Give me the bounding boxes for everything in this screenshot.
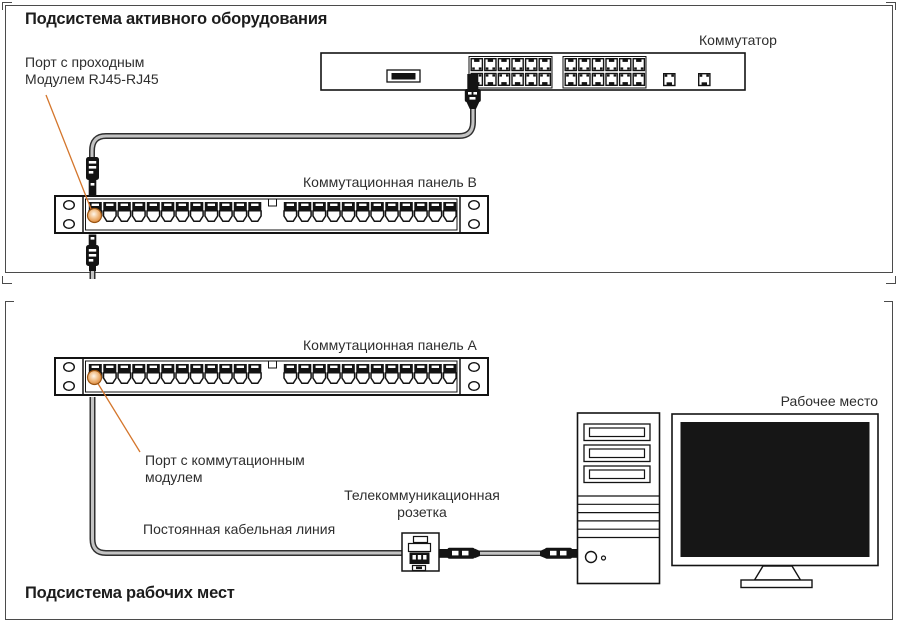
label-module-port <box>145 452 305 485</box>
label-line: Телекоммуникационная <box>344 487 500 503</box>
label-workplace: Рабочее место <box>780 393 878 409</box>
frame-corner-mark <box>2 276 12 284</box>
frame-corner-mark <box>2 2 12 10</box>
frame-corner-mark <box>886 2 896 10</box>
label-panel-b: Коммутационная панель B <box>303 174 477 190</box>
label-line: Модулем RJ45-RJ45 <box>25 70 159 87</box>
frame-corner-mark <box>886 276 896 284</box>
label-outlet <box>336 487 508 520</box>
frame-corner-mark <box>5 301 14 302</box>
section-title-work: Подсистема рабочих мест <box>25 584 235 602</box>
frame-corner-mark <box>884 301 893 302</box>
label-panel-a: Коммутационная панель А <box>303 337 477 353</box>
label-line: Порт с проходным <box>25 54 145 70</box>
label-passthrough-port <box>25 54 159 87</box>
section-title-active: Подсистема активного оборудования <box>25 10 328 28</box>
label-line: модулем <box>145 468 203 485</box>
label-switch: Коммутатор <box>699 32 777 48</box>
label-line: Порт с коммутационным <box>145 452 305 468</box>
label-line: розетка <box>397 503 447 520</box>
label-permanent-link: Постоянная кабельная линия <box>143 521 336 537</box>
